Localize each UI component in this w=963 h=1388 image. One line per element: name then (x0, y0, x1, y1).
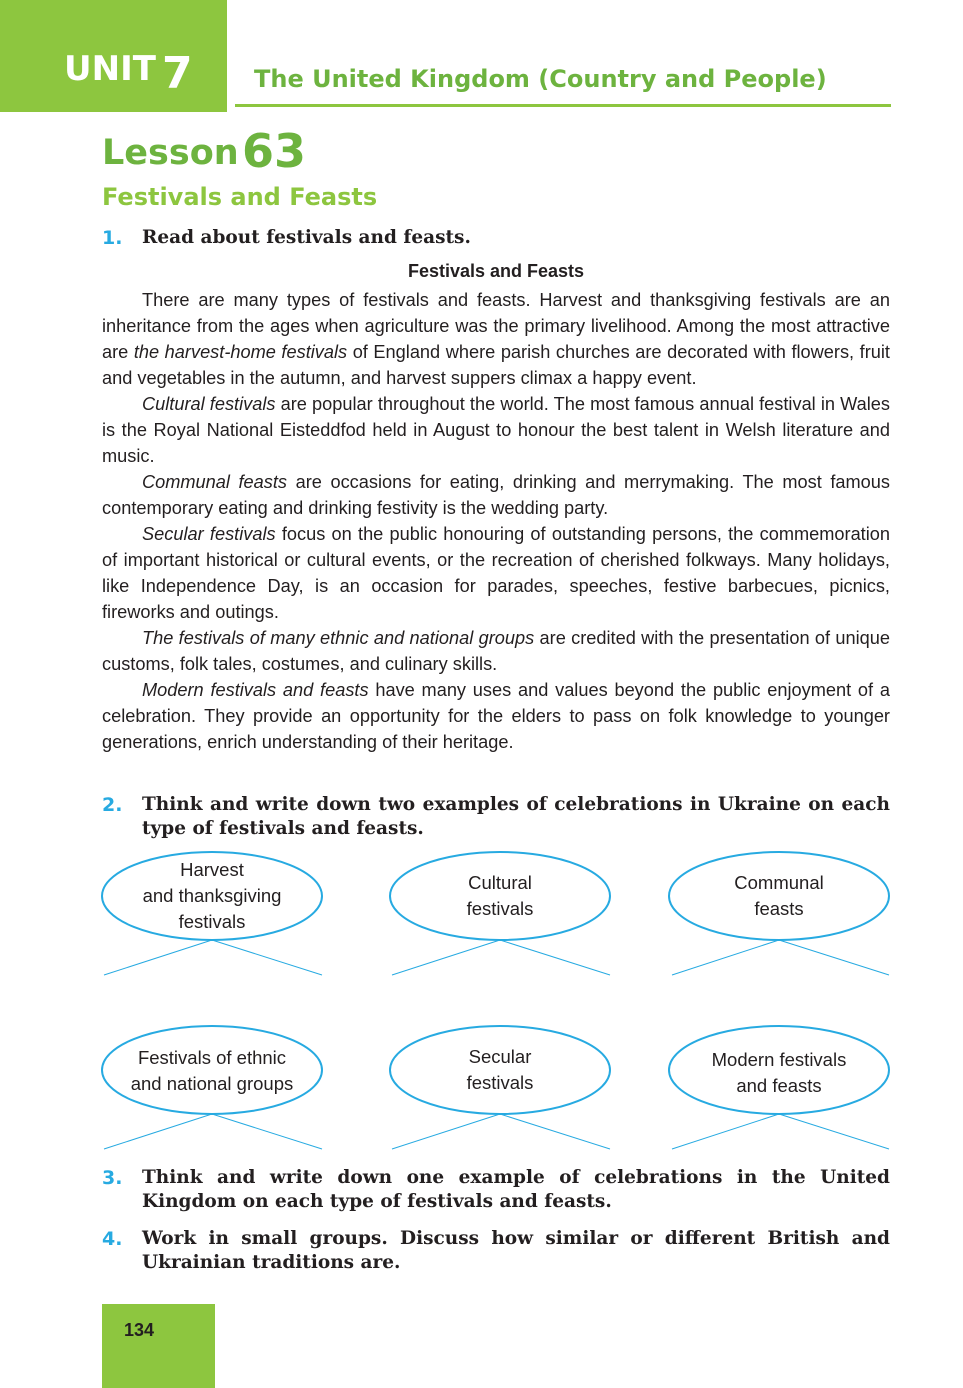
oval-ethnic (102, 1026, 322, 1114)
oval-communal (669, 852, 889, 940)
paragraph: The festivals of many ethnic and national groups are credited with the presentation of unique customs, folk tales, costumes, and culinary skills. (102, 628, 890, 674)
branch-line (500, 1114, 610, 1149)
paragraph: Modern festivals and feasts have many uses and values beyond the public enjoyment of a celebration. They provide an opportunity for the elders to pass on folk knowledge to younger generations, enrich understanding of their heritage. (102, 680, 890, 752)
header-rule (235, 104, 891, 107)
task-3-number: 3. (102, 1167, 123, 1189)
page-number-box (102, 1304, 215, 1388)
reading-title: Festivals and Feasts (407, 261, 585, 281)
task-1-text: Read about festivals and feasts. (142, 227, 471, 248)
oval-cultural (390, 852, 610, 940)
oval-label-communal: Communal feasts (734, 872, 824, 919)
task-4-number: 4. (102, 1228, 123, 1250)
lesson-number: 63 (242, 124, 307, 178)
task-2-number: 2. (102, 794, 123, 816)
lesson-subtitle: Festivals and Feasts (102, 183, 378, 211)
branch-line (104, 1114, 212, 1149)
task-4-text: Work in small groups. Discuss how similar or different British and Ukrainian traditions are. (142, 1228, 890, 1273)
branch-line (392, 940, 500, 975)
branch-line (672, 940, 779, 975)
page-number: 134 (124, 1320, 155, 1340)
unit-title: The United Kingdom (Country and People) (254, 65, 827, 93)
branch-line (212, 1114, 322, 1149)
unit-label: UNIT (64, 49, 156, 89)
oval-label-ethnic: Festivals of ethnic and national groups (130, 1047, 294, 1094)
paragraph: Communal feasts are occasions for eating, drinking and merrymaking. The most famous contemporary eating and drinking festivity is the wedding party. (102, 472, 890, 518)
paragraph: Cultural festivals are popular throughout the world. The most famous annual festival in Wales is the Royal National Eisteddfod held in August to honour the best talent in Welsh literature and music. (102, 394, 890, 466)
oval-harvest (102, 852, 322, 940)
oval-secular (390, 1026, 610, 1114)
branch-line (779, 1114, 889, 1149)
branch-line (104, 940, 212, 975)
branch-line (779, 940, 889, 975)
oval-modern (669, 1026, 889, 1114)
paragraph: Secular festivals focus on the public honouring of outstanding persons, the commemoration of important historical or cultural events, or the recreation of cherished folkways. Many holidays, like Independence Day, is an occasion for parades, speeches, festive barbecues, picnics, fireworks and outings. (102, 524, 891, 622)
task-1-number: 1. (102, 227, 123, 249)
branch-line (212, 940, 322, 975)
paragraph: There are many types of festivals and feasts. Harvest and thanksgiving festivals are an inheritance from the ages when agriculture was the primary livelihood. Among the most attractive are the harvest-home festivals of England where parish churches are decorated with flowers, fruit and vegetables in the autumn, and harvest suppers climax a happy event. (102, 290, 890, 388)
unit-number: 7 (162, 48, 193, 99)
branch-line (392, 1114, 500, 1149)
task-2-text: Think and write down two examples of celebrations in Ukraine on each type of festivals and feasts. (142, 794, 890, 839)
branch-line (672, 1114, 779, 1149)
oval-label-cultural: Cultural festivals (466, 872, 534, 919)
oval-label-modern: Modern festivals and feasts (711, 1049, 847, 1096)
oval-label-harvest: Harvest and thanksgiving festivals (142, 859, 282, 932)
branch-line (500, 940, 610, 975)
reading-text (102, 287, 890, 755)
unit-banner (0, 0, 227, 112)
oval-label-secular: Secular festivals (466, 1046, 534, 1093)
task-3-text: Think and write down one example of celebrations in the United Kingdom on each type of festivals and feasts. (142, 1167, 890, 1212)
lesson-label: Lesson (102, 133, 239, 173)
